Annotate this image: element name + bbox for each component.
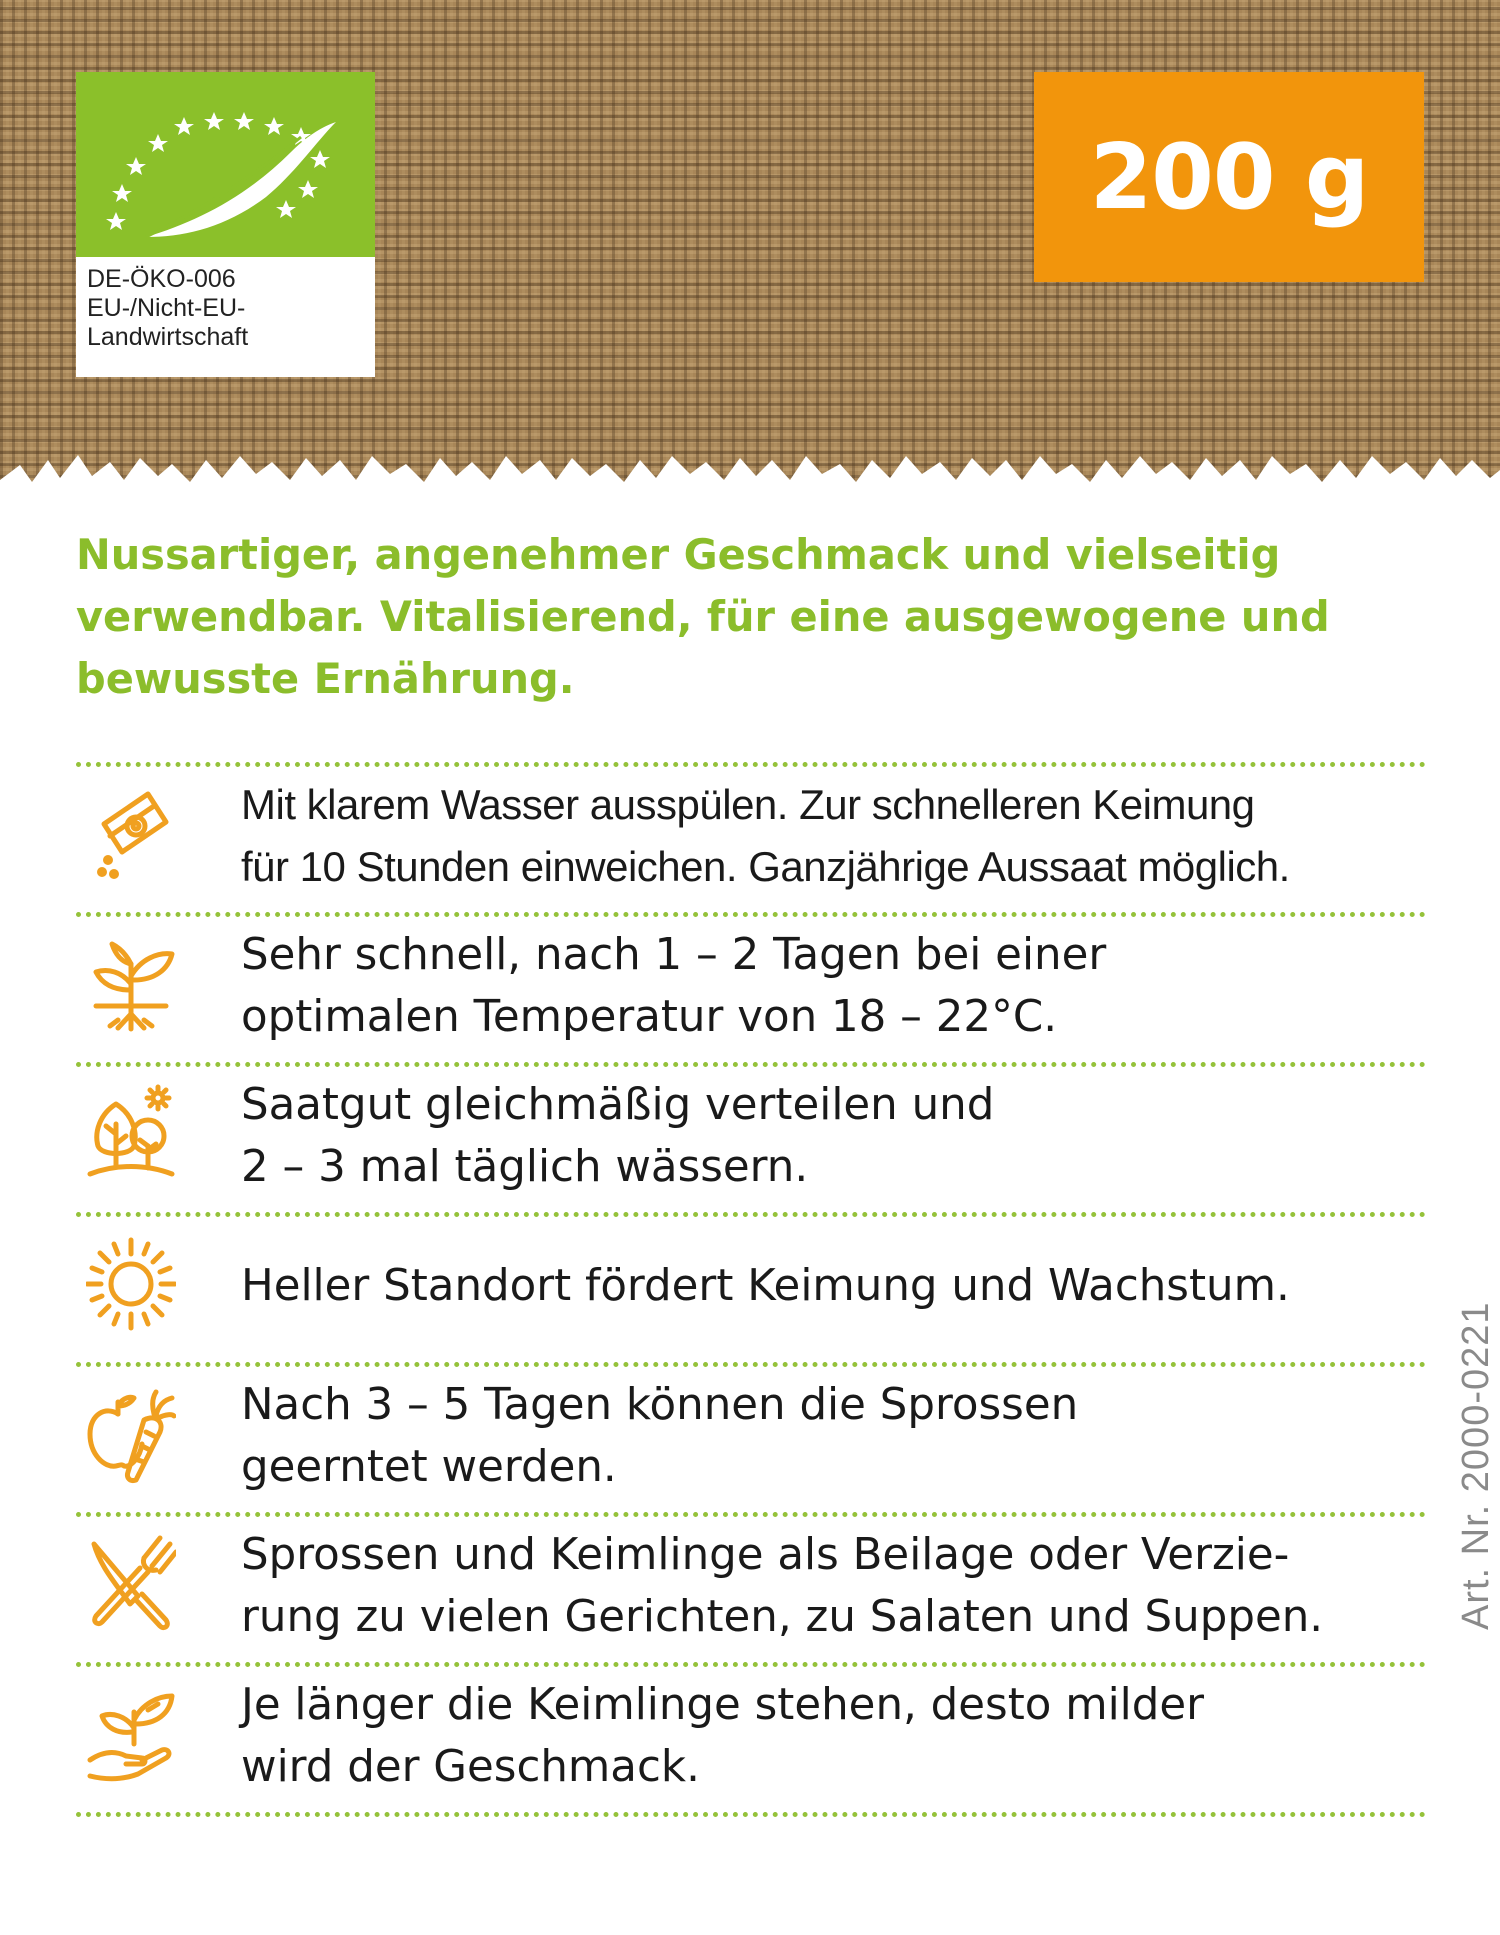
burlap-fringe [0, 410, 1500, 495]
instruction-line: geerntet werden. [241, 1442, 617, 1492]
instruction-line: wird der Geschmack. [241, 1742, 700, 1792]
instruction-text [241, 1524, 1323, 1648]
instruction-text [241, 1074, 994, 1198]
instruction-germination [76, 912, 1436, 1062]
weight-label: 200 g [1089, 124, 1369, 230]
instruction-location [76, 1212, 1436, 1362]
instruction-line: Heller Standort fördert Keimung und Wachstum. [241, 1261, 1290, 1311]
tagline-line: bewusste Ernährung. [76, 654, 575, 703]
eu-organic-logo [76, 72, 375, 377]
eu-control-code [76, 257, 375, 352]
eu-code-line: DE-ÖKO-006 [87, 265, 236, 293]
eu-agriculture-line: Landwirtschaft [87, 323, 249, 351]
instruction-text [241, 1674, 1204, 1798]
sun-icon [86, 1234, 176, 1334]
instruction-line: Je länger die Keimlinge stehen, desto milder [241, 1680, 1205, 1730]
instruction-line: optimalen Temperatur von 18 – 22°C. [241, 992, 1058, 1042]
instruction-line: Nach 3 – 5 Tagen können die Sprossen [241, 1380, 1079, 1430]
article-number: Art. Nr. 2000-0221 [1455, 1301, 1497, 1630]
seed-packet-icon [86, 784, 176, 884]
instruction-text [241, 924, 1106, 1048]
instruction-line: Sehr schnell, nach 1 – 2 Tagen bei einer [241, 930, 1107, 980]
tagline-line: verwendbar. Vitalisierend, für eine ausgewogene und [76, 592, 1330, 641]
instruction-line: Mit klarem Wasser ausspülen. Zur schnelleren Keimung [241, 781, 1255, 828]
apple-carrot-icon [86, 1384, 176, 1484]
tagline-line: Nussartiger, angenehmer Geschmack und vielseitig [76, 530, 1281, 579]
eu-origin-line: EU-/Nicht-EU- [87, 294, 246, 322]
instruction-line: für 10 Stunden einweichen. Ganzjährige Aussaat möglich. [241, 843, 1290, 890]
instruction-line: Sprossen und Keimlinge als Beilage oder Verzie- [241, 1530, 1290, 1580]
instruction-line: 2 – 3 mal täglich wässern. [241, 1142, 809, 1192]
product-tagline [76, 524, 1416, 710]
trees-sun-icon [86, 1084, 176, 1184]
sprout-roots-icon [86, 934, 176, 1034]
instruction-serving [76, 1512, 1436, 1662]
knife-fork-icon [86, 1534, 176, 1634]
instruction-text [241, 1374, 1078, 1498]
instruction-line: Saatgut gleichmäßig verteilen und [241, 1080, 995, 1130]
hand-sprout-icon [86, 1684, 176, 1784]
weight-badge [1034, 72, 1424, 282]
instruction-text [241, 774, 1290, 898]
instruction-taste [76, 1662, 1436, 1812]
instruction-harvest [76, 1362, 1436, 1512]
eu-organic-leaf-icon [76, 72, 375, 257]
instruction-watering [76, 1062, 1436, 1212]
instruction-soaking [76, 762, 1436, 912]
instruction-line: rung zu vielen Gerichten, zu Salaten und Suppen. [241, 1592, 1324, 1642]
divider [76, 1812, 1426, 1817]
instruction-text [241, 1255, 1290, 1317]
